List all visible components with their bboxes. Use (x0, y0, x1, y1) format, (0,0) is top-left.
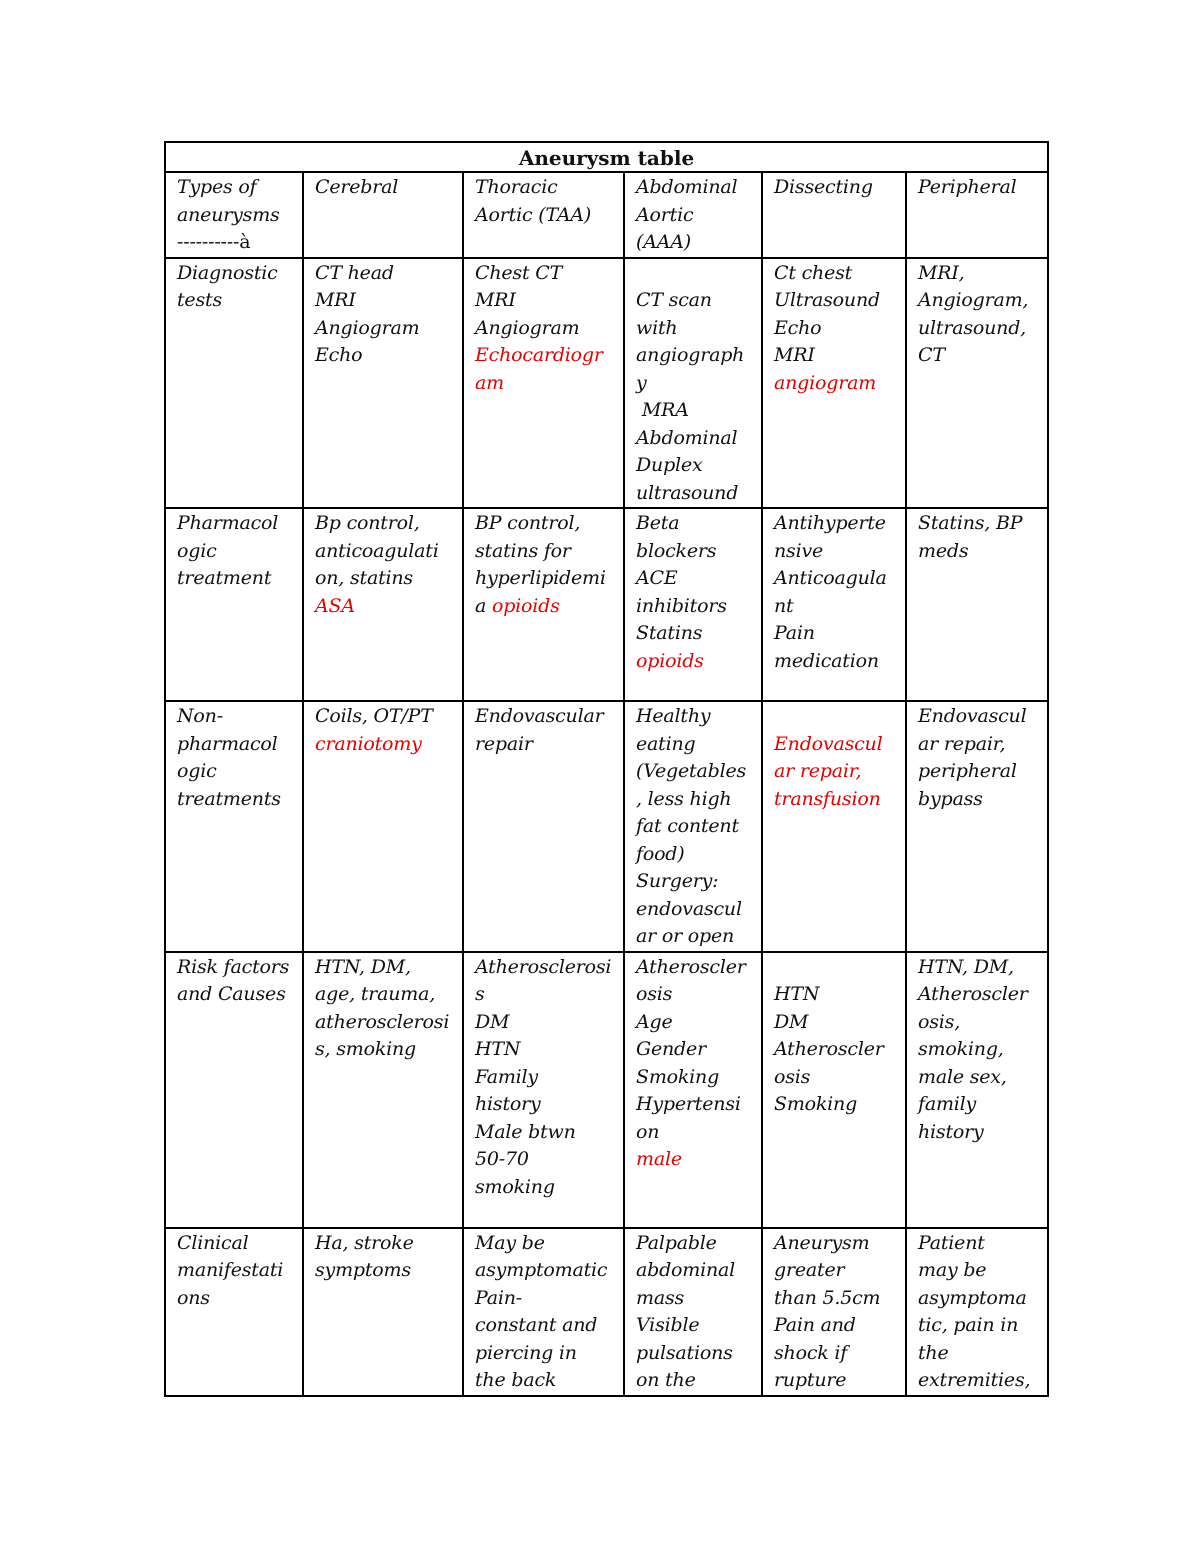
cell-line: Cerebral (315, 176, 399, 198)
cell-line: Thoracic (475, 176, 558, 198)
cell-line: shock if (774, 1341, 848, 1364)
cell-line: Risk factors (177, 955, 290, 978)
cell-line: on the (636, 1369, 696, 1391)
cell-line: y (636, 371, 647, 394)
cell-line: Family (475, 1065, 538, 1088)
cell-line: inhibitors (636, 594, 727, 617)
table-cell (762, 1228, 906, 1396)
row-header-cell (165, 508, 303, 701)
cell-line: ASA (315, 594, 355, 617)
cell-line: angiograph (636, 344, 745, 366)
cell-text-segment: a (475, 594, 492, 617)
table-title: Aneurysm table (165, 142, 1048, 172)
cell-line: ar or open (636, 925, 735, 947)
cell-line: and Causes (177, 983, 286, 1005)
cell-line: , less high (636, 787, 732, 810)
cell-line: piercing in (475, 1341, 577, 1364)
table-cell (906, 508, 1048, 701)
cell-line: Pain and (774, 1314, 856, 1336)
cell-line: Ct chest (774, 261, 853, 284)
cell-line: MRI, (918, 261, 965, 284)
cell-line: CT (918, 344, 945, 366)
table-cell (762, 701, 906, 952)
cell-line: symptoms (315, 1259, 411, 1281)
cell-line: Surgery: (636, 870, 719, 892)
cell-line: tests (177, 289, 223, 311)
header-row (165, 172, 1048, 258)
table-cell (906, 701, 1048, 952)
diagnostic-tests-row (165, 258, 1048, 509)
cell-line: food) (636, 842, 685, 865)
cell-line: Gender (636, 1038, 706, 1060)
cell-line: history (475, 1093, 541, 1115)
cell-line (475, 593, 617, 621)
cell-line: Smoking (774, 1093, 858, 1115)
cell-line: statins for (475, 539, 571, 562)
table-cell (303, 701, 463, 952)
cell-line: Beta (636, 512, 680, 534)
cell-line: Statins (636, 622, 703, 644)
cell-line: Types of (177, 176, 257, 198)
table-title-row (165, 142, 1048, 172)
cell-line: ultrasound (636, 481, 739, 504)
cell-line: Endovascular (475, 705, 604, 727)
cell-line: ogic (177, 539, 217, 562)
cell-line: Clinical (177, 1231, 249, 1254)
cell-line: male (636, 1148, 682, 1170)
cell-line: Peripheral (918, 176, 1017, 198)
table-cell (303, 172, 463, 258)
cell-line: s (475, 983, 485, 1005)
cell-line: blockers (636, 539, 717, 562)
cell-line: Palpable (636, 1231, 717, 1254)
cell-line: MRI (475, 289, 516, 311)
cell-line: hyperlipidemi (475, 567, 606, 589)
cell-line: fat content (636, 815, 739, 837)
cell-line: ons (177, 1286, 210, 1309)
non-pharmacologic-row (165, 701, 1048, 952)
cell-line: Endovascul (918, 705, 1027, 727)
cell-line: may be (918, 1259, 987, 1281)
cell-line: nt (774, 594, 794, 617)
cell-line: MRI (315, 289, 356, 311)
cell-line: Antihyperte (774, 512, 886, 534)
table-cell (762, 258, 906, 509)
table-cell (303, 258, 463, 509)
cell-line: pharmacol (177, 732, 278, 755)
cell-line: HTN (774, 983, 820, 1005)
table-cell (303, 508, 463, 701)
table-cell (463, 258, 624, 509)
row-header-cell (165, 258, 303, 509)
cell-line: am (475, 371, 504, 394)
cell-line: Duplex (636, 454, 703, 476)
cell-line: Bp control, (315, 512, 420, 534)
cell-line: craniotomy (315, 732, 422, 755)
cell-line: Pharmacol (177, 512, 279, 534)
pharmacologic-row (165, 508, 1048, 701)
cell-line: Angiogram (315, 316, 420, 339)
cell-line: Angiogram (475, 316, 580, 339)
table-cell (303, 1228, 463, 1396)
cell-line: with (636, 316, 678, 339)
cell-line: MRA (636, 399, 689, 421)
row-header-cell (165, 172, 303, 258)
row-header-cell (165, 1228, 303, 1396)
cell-line: Echo (774, 316, 822, 339)
cell-line: ultrasound, (918, 316, 1027, 339)
cell-line: extremities, (918, 1369, 1031, 1391)
table-cell (906, 1228, 1048, 1396)
cell-line: aneurysms (177, 203, 280, 226)
cell-line: ar repair, (918, 732, 1006, 755)
cell-line: Chest CT (475, 261, 563, 284)
cell-line: Angiogram, (918, 289, 1029, 311)
table-cell (624, 952, 762, 1228)
row-header-cell (165, 952, 303, 1228)
cell-line: nsive (774, 539, 824, 562)
cell-line: osis (636, 983, 673, 1005)
cell-line: pulsations (636, 1341, 733, 1364)
table-cell (906, 952, 1048, 1228)
table-cell (624, 1228, 762, 1396)
cell-line: anticoagulati (315, 539, 439, 562)
cell-line: Dissecting (774, 176, 873, 198)
cell-line: abdominal (636, 1259, 736, 1281)
table-cell (762, 508, 906, 701)
cell-line: peripheral (918, 760, 1017, 782)
cell-line: Aortic (TAA) (475, 203, 592, 226)
cell-line: Pain- (475, 1286, 522, 1309)
cell-line: Statins, BP (918, 512, 1023, 534)
cell-line: Patient (918, 1231, 985, 1254)
cell-line: Ha, stroke (315, 1231, 414, 1254)
cell-line: greater (774, 1259, 845, 1281)
cell-line: Abdominal (636, 176, 738, 198)
cell-line: Echo (315, 344, 363, 366)
cell-line: male sex, (918, 1065, 1007, 1088)
cell-line: Endovascul (774, 732, 883, 755)
cell-line: angiogram (774, 371, 877, 394)
table-cell (624, 701, 762, 952)
cell-line: tic, pain in (918, 1314, 1019, 1336)
cell-line: Anticoagula (774, 567, 887, 589)
cell-line: ogic (177, 760, 217, 782)
cell-line: ----------à (177, 231, 251, 253)
cell-line: eating (636, 732, 696, 755)
table-cell (762, 172, 906, 258)
cell-line: asymptoma (918, 1286, 1027, 1309)
row-header-cell (165, 701, 303, 952)
table-cell (303, 952, 463, 1228)
cell-line: Atheroscler (918, 983, 1028, 1005)
cell-line (774, 703, 899, 731)
aneurysm-table (164, 141, 1049, 1397)
cell-line: Healthy (636, 705, 711, 727)
table-cell (463, 508, 624, 701)
table-cell (463, 1228, 624, 1396)
cell-line: repair (475, 732, 533, 755)
table-cell (906, 172, 1048, 258)
cell-line: ACE (636, 567, 678, 589)
cell-line: Echocardiogr (475, 344, 603, 366)
cell-line: May be (475, 1231, 545, 1254)
cell-line: bypass (918, 787, 983, 810)
cell-line: endovascul (636, 897, 742, 920)
cell-line: (AAA) (636, 231, 691, 253)
table-cell (463, 952, 624, 1228)
table-cell (906, 258, 1048, 509)
cell-line: history (918, 1120, 984, 1143)
cell-line: on (636, 1120, 660, 1143)
clinical-manifestations-row (165, 1228, 1048, 1396)
table-cell (624, 172, 762, 258)
table-cell (762, 952, 906, 1228)
cell-text-segment: opioids (491, 594, 560, 617)
cell-line: CT scan (636, 289, 712, 311)
cell-line: Atheroscler (774, 1038, 884, 1060)
cell-line: mass (636, 1286, 685, 1309)
cell-line: asymptomatic (475, 1259, 608, 1281)
cell-line: Diagnostic (177, 261, 278, 284)
cell-line: age, trauma, (315, 983, 436, 1005)
cell-line: Male btwn (475, 1120, 576, 1143)
cell-line: constant and (475, 1314, 598, 1336)
cell-line: manifestati (177, 1259, 284, 1281)
cell-line: smoking (475, 1175, 555, 1198)
cell-line: rupture (774, 1369, 847, 1391)
cell-line: HTN, DM, (315, 955, 411, 978)
cell-line: MRI (774, 344, 815, 366)
cell-line: the back (475, 1369, 557, 1391)
table-cell (463, 172, 624, 258)
cell-line: (Vegetables (636, 760, 747, 782)
cell-line: meds (918, 539, 969, 562)
table-cell (624, 258, 762, 509)
cell-line: CT head (315, 261, 394, 284)
cell-line: Hypertensi (636, 1093, 741, 1115)
cell-line: Pain (774, 622, 815, 644)
cell-line: DM (475, 1010, 510, 1033)
cell-line: osis (774, 1065, 811, 1088)
cell-line: family (918, 1093, 977, 1115)
cell-line: Aortic (636, 203, 694, 226)
cell-line: BP control, (475, 512, 581, 534)
cell-line: s, smoking (315, 1038, 417, 1060)
table-cell (463, 701, 624, 952)
cell-line: treatments (177, 787, 281, 810)
cell-line: transfusion (774, 787, 881, 810)
cell-line: treatment (177, 567, 272, 589)
cell-line: Atheroscler (636, 955, 746, 978)
cell-line: the (918, 1341, 949, 1364)
cell-line: Coils, OT/PT (315, 705, 433, 727)
cell-line: atherosclerosi (315, 1010, 450, 1033)
cell-line: smoking, (918, 1038, 1004, 1060)
cell-line: Age (636, 1010, 673, 1033)
cell-line: than 5.5cm (774, 1286, 881, 1309)
cell-line: ar repair, (774, 760, 862, 782)
cell-line: on, statins (315, 567, 413, 589)
cell-line: Non- (177, 705, 223, 727)
cell-line: opioids (636, 649, 704, 672)
cell-line (774, 954, 899, 982)
cell-line: HTN (475, 1038, 521, 1060)
cell-line: Smoking (636, 1065, 720, 1088)
cell-line: Abdominal (636, 426, 738, 449)
cell-line (636, 260, 755, 288)
cell-line: medication (774, 649, 879, 672)
cell-line: HTN, DM, (918, 955, 1014, 978)
cell-line: osis, (918, 1010, 961, 1033)
risk-factors-row (165, 952, 1048, 1228)
cell-line: Ultrasound (774, 289, 880, 311)
cell-line: DM (774, 1010, 809, 1033)
cell-line: Atherosclerosi (475, 955, 612, 978)
cell-line: Aneurysm (774, 1231, 870, 1254)
cell-line: Visible (636, 1314, 700, 1336)
cell-line: 50-70 (475, 1148, 529, 1170)
table-cell (624, 508, 762, 701)
